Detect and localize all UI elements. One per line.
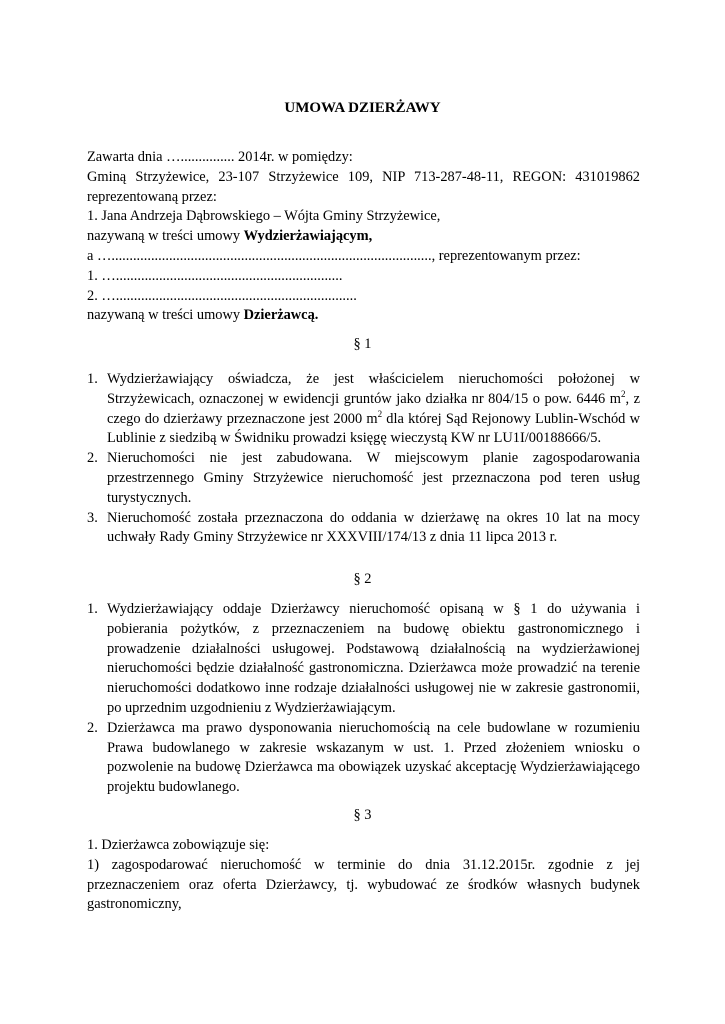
item-text: Wydzierżawiający oddaje Dzierżawcy nieruchomość opisaną w § 1 do używania i pobierania pożytków, z przeznaczeniem na budowę obiektu gastronomicznego i prowadzenie działalności usługowej. Podstawową działalnością na wydzierżawionej nieruchomości będzie działalność gastronomiczna. Dzierżawca może prowadzić na terenie nieruchomości dodatkowo inne rodzaje działalności usługowej nie w zakresie gastronomii, po uprzednim uzgodnieniu z Wydzierżawiającym.: [107, 601, 640, 716]
item-text-part: dla której Sąd Rejonowy Lublin-Wschód w Lublinie z siedzibą w Świdniku prowadzi księgę wieczystą KW nr LU1I/00188666/5.: [107, 410, 640, 447]
superscript: 2: [377, 408, 383, 419]
document-title: UMOWA DZIERŻAWY: [284, 100, 441, 116]
municipality-line: Gminą Strzyżewice, 23-107 Strzyżewice 109, NIP 713-287-48-11, REGON: 431019862: [87, 168, 640, 185]
item-text: Nieruchomość została przeznaczona do oddania w dzierżawę na okres 10 lat na mocy uchwały Rady Gminy Strzyżewice nr XXXVIII/174/13 z dnia 11 lipca 2013 r.: [107, 509, 640, 546]
list-item: [87, 600, 640, 719]
item-text-part: Wydzierżawiający oświadcza, że jest właścicielem nieruchomości położonej w Strzyżewicach, oznaczonej w ewidencji gruntów jako działka nr 804/15 o pow. 6446 m: [107, 371, 640, 407]
obligation-1-line-3: gastronomiczny,: [87, 896, 182, 913]
lessee-term: Dzierżawcą.: [243, 307, 319, 324]
section-1-heading: § 1: [353, 336, 372, 352]
item-number: 2.: [87, 450, 98, 467]
section-2-list: [87, 600, 640, 798]
section-3-body: [87, 836, 640, 915]
lessee-line: a …........................................................................................., reprezentowanym przez:: [87, 247, 581, 264]
lessor-term: Wydzierżawiającym,: [243, 228, 373, 245]
lessee-definition-text: nazywaną w treści umowy: [87, 307, 244, 324]
parties-section: [87, 148, 640, 326]
section-1-list: [87, 370, 640, 548]
list-item: [87, 370, 640, 449]
contract-date-line: Zawarta dnia …............... 2014r. w pomiędzy:: [87, 149, 353, 165]
item-text: Dzierżawca ma prawo dysponowania nieruchomością na cele budowlane w rozumieniu Prawa budowlanego w zakresie wskazanym w ust. 1. Przed złożeniem wniosku o pozwolenie na budowę Dzierżawca ma obowiązek uzyskać akceptację Wydzierżawiającego projektu budowlanego.: [107, 719, 640, 796]
obligation-1-line-1: 1) zagospodarować nieruchomość w terminie do dnia 31.12.2015r. zgodnie z jej: [87, 856, 640, 873]
item-number: 3.: [87, 509, 98, 526]
list-item: [87, 509, 640, 549]
item-text-part: , z czego do dzierżawy przeznaczone jest 2000 m: [107, 390, 640, 427]
lessor-definition-text: nazywaną w treści umowy: [87, 228, 244, 245]
obligations-intro: 1. Dzierżawca zobowiązuje się:: [87, 837, 270, 853]
lessee-definition-line: [87, 306, 640, 326]
item-number: 1.: [87, 371, 98, 387]
represented-by-line: reprezentowaną przez:: [87, 188, 217, 205]
item-text: Nieruchomości nie jest zabudowana. W miejscowym planie zagospodarowania przestrzennego Gminy Strzyżewice nieruchomość jest przeznaczona pod teren usług turystycznych.: [107, 450, 640, 506]
section-2-heading: § 2: [353, 571, 372, 587]
superscript: 2: [620, 389, 626, 399]
representative-line: 1. Jana Andrzeja Dąbrowskiego – Wójta Gminy Strzyżewice,: [87, 208, 441, 225]
lessee-representative-1: 1. …...............................................................: [87, 267, 343, 284]
section-3-heading: § 3: [353, 807, 372, 823]
list-item: [87, 719, 640, 798]
lessor-definition-line: [87, 227, 640, 247]
item-number: 1.: [87, 601, 98, 617]
obligation-1-line-2: przeznaczeniem oraz oferta Dzierżawcy, tj. wybudować ze środków własnych budynek: [87, 876, 640, 893]
item-number: 2.: [87, 719, 98, 736]
item-text: [107, 370, 640, 449]
lessee-representative-2: 2. …...................................................................: [87, 287, 357, 304]
list-item: [87, 449, 640, 508]
